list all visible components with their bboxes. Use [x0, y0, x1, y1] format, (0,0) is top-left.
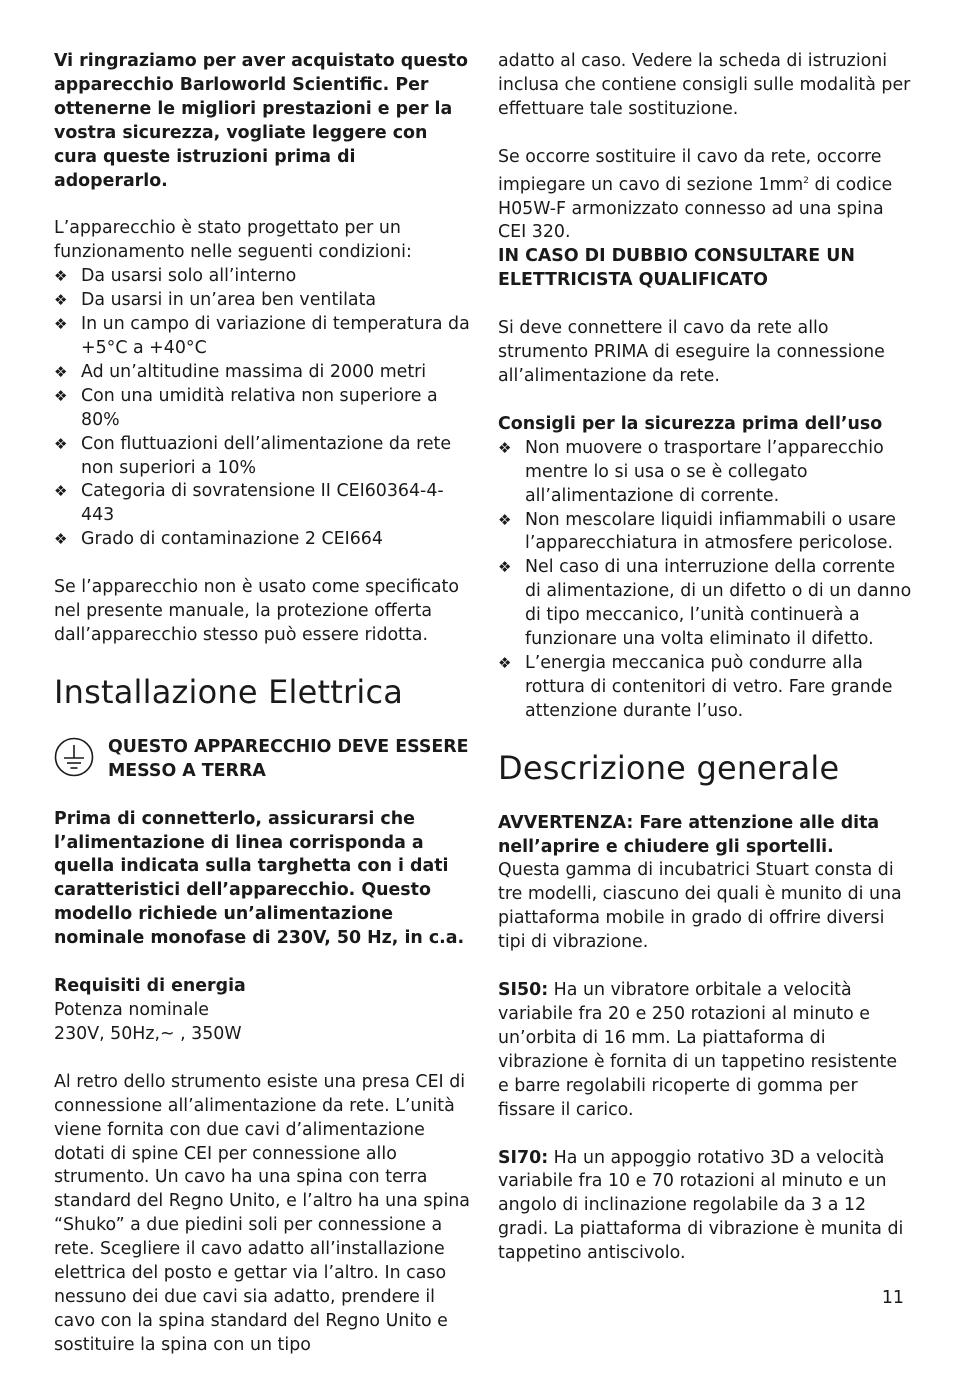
list-item: ❖ Con fluttuazioni dell’alimentazione da rete non superiori a 10%: [54, 433, 452, 478]
si50-description: SI50: Ha un vibratore orbitale a velocità variabile fra 20 e 250 rotazioni al minuto e un’orbita di 16 mm. La piattaforma di vibrazione è fornita di un tappetino resistente e barre regolabili ricoperte di gomma per fissare il carico.: [498, 980, 898, 1120]
power-rating-label: Potenza nominale: [54, 1000, 210, 1020]
earth-ground-icon: [54, 737, 94, 777]
conditions-intro: L’apparecchio è stato progettato per un funzionamento nelle seguenti condizioni:: [54, 218, 412, 263]
ground-notice: [54, 736, 474, 784]
list-item: ❖ Da usarsi solo all’interno: [54, 265, 474, 289]
list-item: ❖ Ad un’altitudine massima di 2000 metri: [54, 361, 474, 385]
list-item: ❖ Da usarsi in un’area ben ventilata: [54, 289, 474, 313]
bullet-icon: ❖: [498, 653, 512, 672]
protection-warning: Se l’apparecchio non è usato come specificato nel presente manuale, la protezione offerta dall’apparecchio stesso può essere ridotta.: [54, 577, 459, 645]
page-number: 11: [881, 1288, 904, 1308]
si70-description: SI70: Ha un appoggio rotativo 3D a velocità variabile fra 10 e 70 rotazioni al minuto e un angolo di inclinazione regolabile da 3 a 12 gradi. La piattaforma di vibrazione è munita di tappetino antiscivolo.: [498, 1147, 904, 1264]
connect-first-notice: Si deve connettere il cavo da rete allo strumento PRIMA di eseguire la connessione all’alimentazione da rete.: [498, 318, 885, 386]
intro-paragraph: Vi ringraziamo per aver acquistato questo apparecchio Barloworld Scientific. Per ottenerne le migliori prestazioni e per la vostra sicurezza, vogliate leggere con cura queste istruzioni prima di adoperarlo.: [54, 51, 468, 191]
list-item: ❖ In un campo di variazione di temperatura da +5°C a +40°C: [54, 314, 470, 358]
list-item: ❖ L’energia meccanica può condurre alla rottura di contenitori di vetro. Fare grande attenzione durante l’uso.: [498, 652, 893, 721]
si50-label: SI50:: [498, 980, 549, 1001]
list-item: ❖ Non mescolare liquidi infiammabili o usare l’apparecchiatura in atmosfere pericolose.: [498, 509, 896, 554]
si70-label: SI70:: [498, 1147, 549, 1168]
bullet-icon: ❖: [54, 291, 68, 310]
power-rating-value: 230V, 50Hz,~ , 350W: [54, 1023, 242, 1044]
list-item: ❖ Non muovere o trasportare l’apparecchio mentre lo si usa o se è collegato all’alimentazione di corrente.: [498, 437, 884, 506]
safety-heading: Consigli per la sicurezza prima dell’uso: [498, 413, 883, 434]
safety-list: [498, 437, 913, 724]
ground-text: QUESTO APPARECCHIO DEVE ESSERE MESSO A TERRA: [108, 736, 469, 781]
connection-requirement: Prima di connetterlo, assicurarsi che l’alimentazione di linea corrisponda a quella indicata sulla targhetta con i dati caratteristici dell’apparecchio. Questo modello richiede un’alimentazione nominale monofase di 230V, 50 Hz, in c.a.: [54, 808, 465, 949]
bullet-icon: ❖: [54, 530, 68, 549]
cable-replacement: Se occorre sostituire il cavo da rete, occorre impiegare un cavo di sezione $1mm^2$ di codice H05W-F armonizzato connesso ad una spina CEI 320.: [498, 146, 893, 243]
bullet-icon: ❖: [54, 267, 68, 286]
bullet-icon: ❖: [54, 315, 68, 334]
doubt-notice: IN CASO DI DUBBIO CONSULTARE UN ELETTRICISTA QUALIFICATO: [498, 246, 855, 291]
left-column: [54, 50, 474, 1382]
list-item: ❖ Categoria di sovratensione II CEI60364-4-443: [54, 481, 444, 526]
bullet-icon: ❖: [54, 362, 68, 381]
heading-installazione-elettrica: Installazione Elettrica: [54, 672, 404, 711]
list-item: ❖ Con una umidità relativa non superiore a 80%: [54, 385, 438, 430]
heading-descrizione-generale: Descrizione generale: [498, 748, 840, 787]
bullet-icon: ❖: [54, 482, 68, 501]
right-column: [498, 50, 913, 1290]
cable-paragraph-continued: adatto al caso. Vedere la scheda di istruzioni inclusa che contiene consigli sulle modalità per effettuare tale sostituzione.: [498, 51, 911, 119]
power-requirements-heading: Requisiti di energia: [54, 976, 246, 997]
bullet-icon: ❖: [498, 510, 512, 529]
bullet-icon: ❖: [54, 386, 68, 405]
list-item: ❖ Nel caso di una interruzione della corrente di alimentazione, di un difetto o di un danno di tipo meccanico, l’unità continuerà a funzionare una volta eliminato il difetto.: [498, 557, 912, 650]
list-item: ❖ Grado di contaminazione 2 CEI664: [54, 528, 474, 552]
cable-paragraph: Al retro dello strumento esiste una presa CEI di connessione all’alimentazione da rete. L’unità viene fornita con due cavi d’alimentazione dotati di spine CEI per connessione allo strumento. Un cavo ha una spina con terra standard del Regno Unito, e l’altro ha una spina “Shuko” a due piedini soli per connessione a rete. Scegliere il cavo adatto all’installazione elettrica del posto e gettar via l’altro. In caso nessuno dei due cavi sia adatto, prendere il cavo con la spina standard del Regno Unito e sostituire la spina con un tipo: [54, 1071, 470, 1355]
bullet-icon: ❖: [498, 438, 512, 457]
range-description: Questa gamma di incubatrici Stuart consta di tre modelli, ciascuno dei quali è munito di una piattaforma mobile in grado di offrire diversi tipi di vibrazione.: [498, 860, 902, 953]
bullet-icon: ❖: [498, 558, 512, 577]
finger-warning: AVVERTENZA: Fare attenzione alle dita nell’aprire e chiudere gli sportelli.: [498, 812, 880, 857]
bullet-icon: ❖: [54, 434, 68, 453]
conditions-list: [54, 265, 474, 552]
